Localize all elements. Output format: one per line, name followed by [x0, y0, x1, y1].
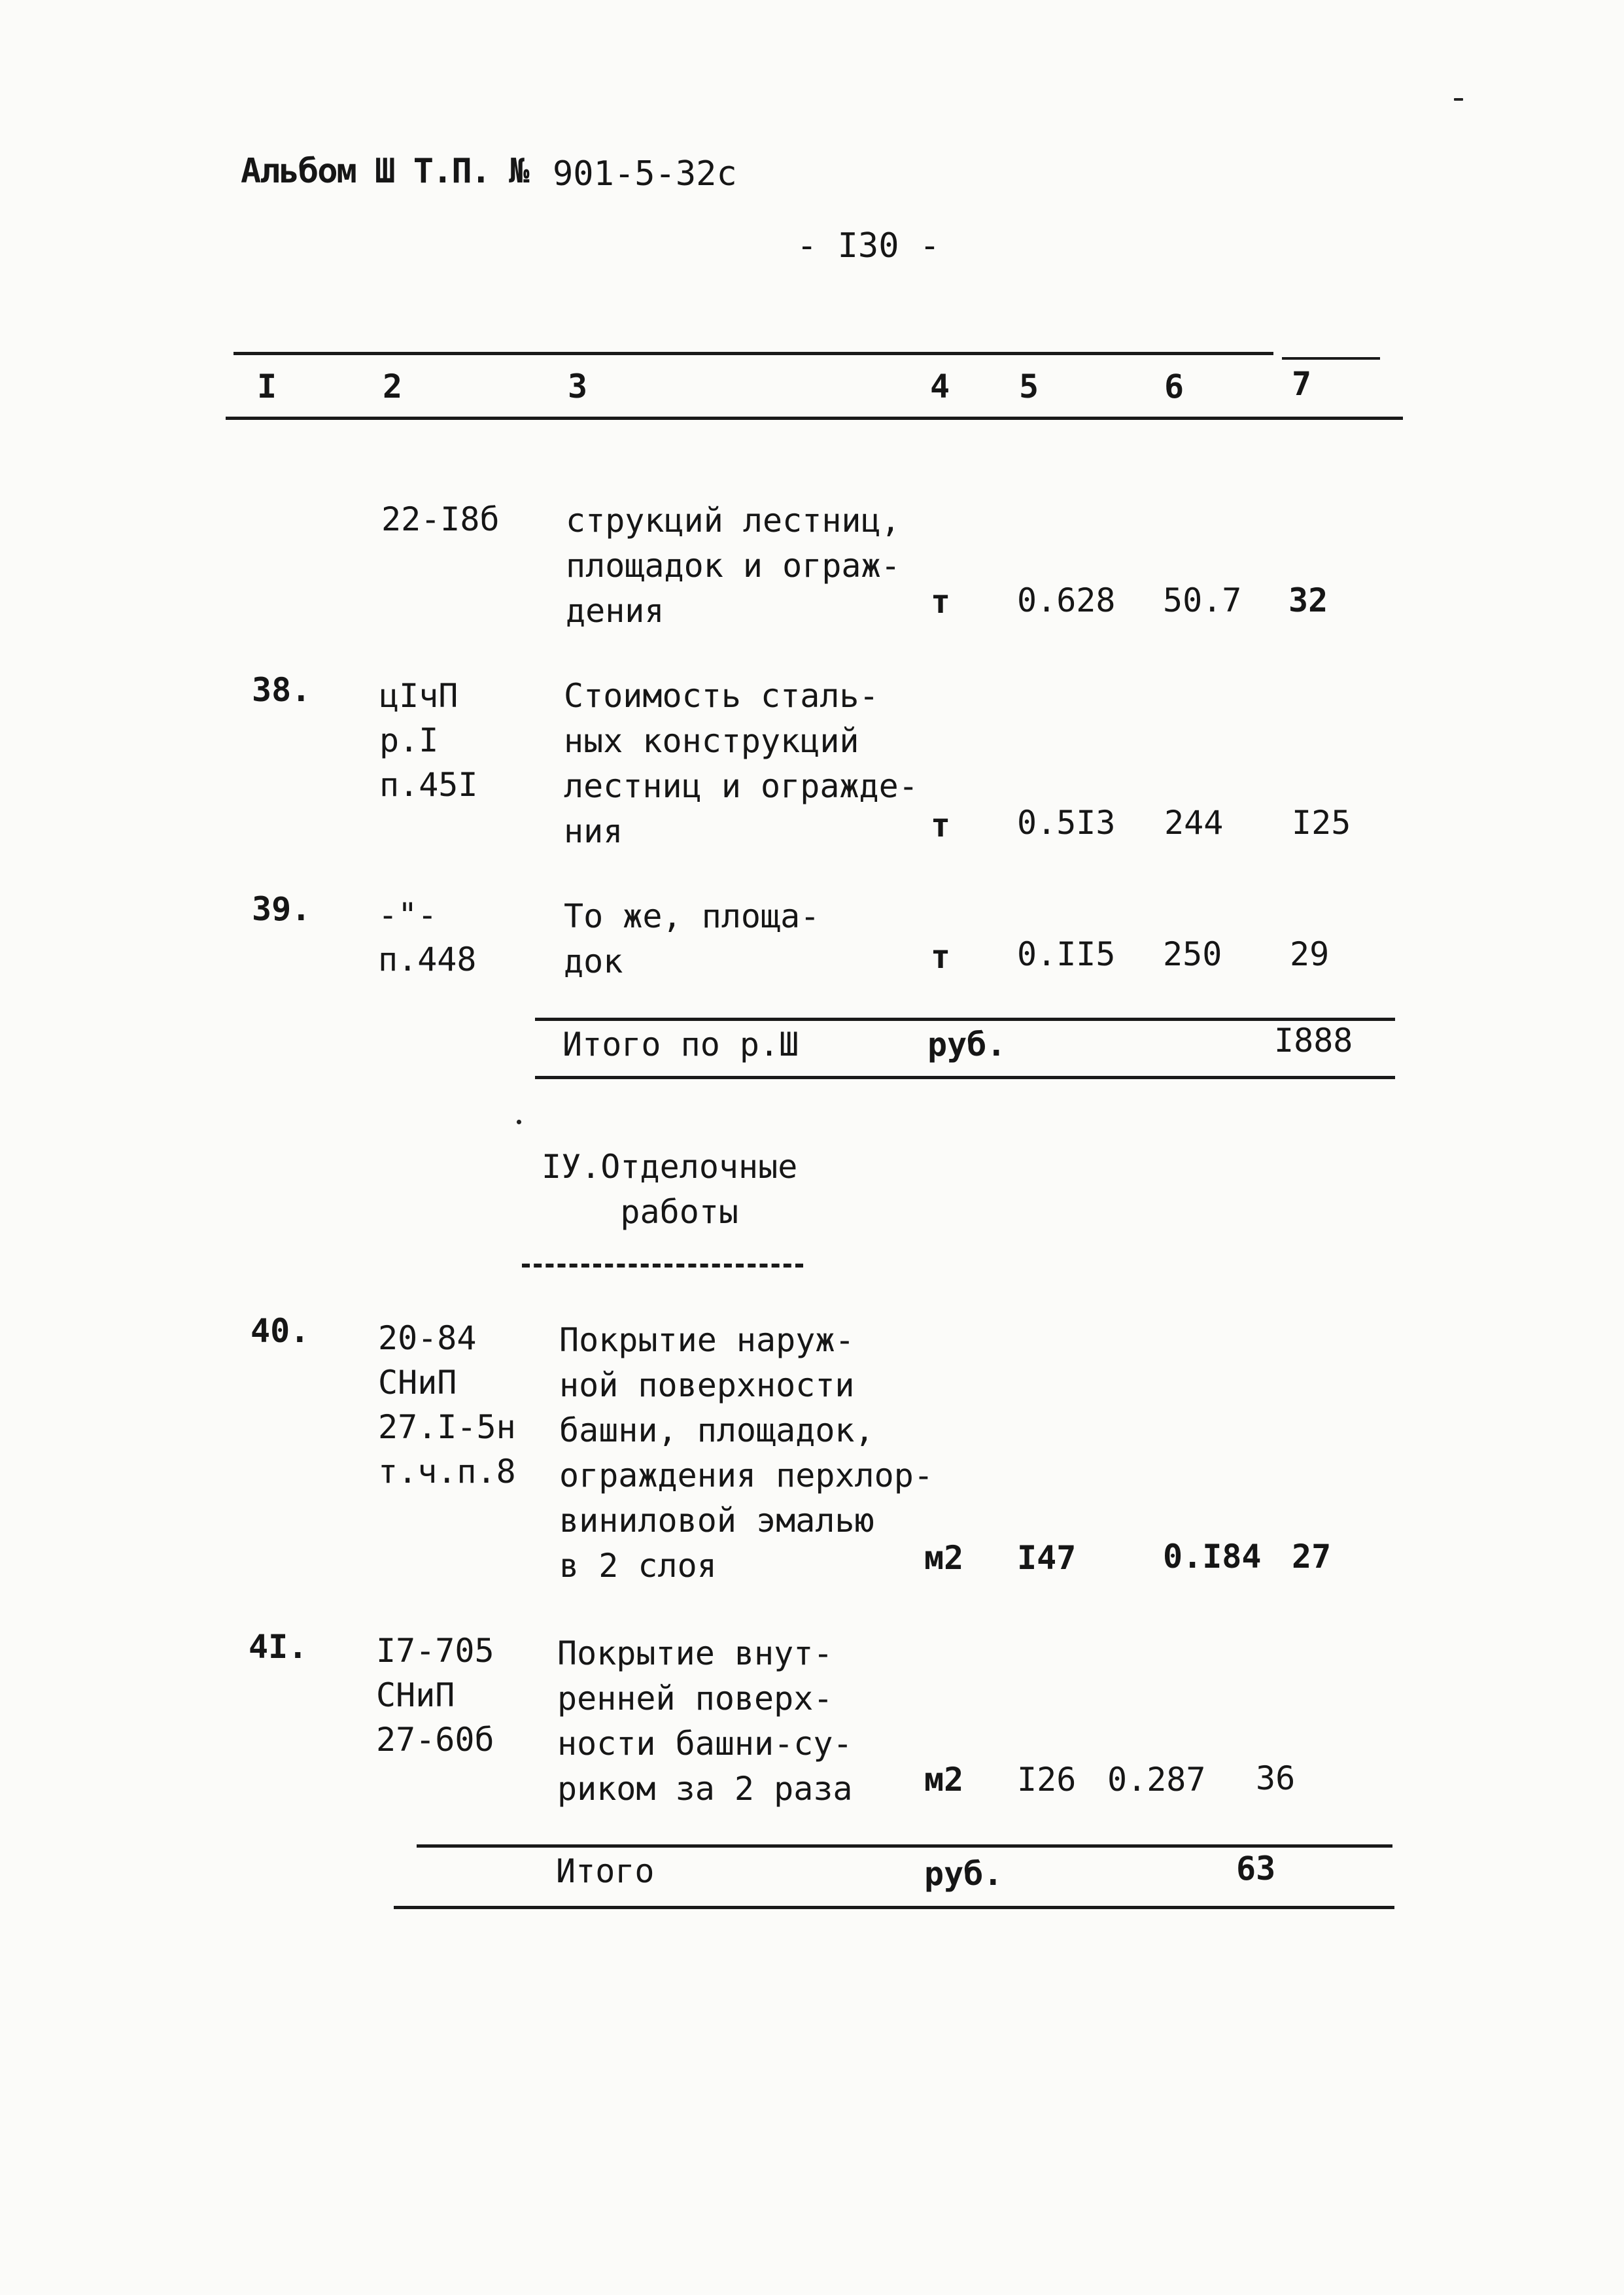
row-total: 29 — [1290, 935, 1330, 973]
header-top-rule — [233, 352, 1273, 355]
row-qty: 0.5I3 — [1017, 804, 1116, 842]
row-price: 0.I84 — [1163, 1538, 1262, 1576]
row-description: То же, площа- док — [564, 897, 820, 980]
subtotal-top-rule — [417, 1844, 1392, 1848]
section-title: IУ.Отделочные работы — [542, 1148, 798, 1231]
row-total: 27 — [1292, 1538, 1332, 1576]
row-code: I7-705 СНиП 27-60б — [376, 1632, 494, 1759]
subtotal-bottom-rule — [535, 1076, 1395, 1079]
row-number: 39. — [252, 890, 311, 928]
album-label: Альбом Ш Т.П. № — [241, 152, 528, 191]
row-price: 0.287 — [1107, 1761, 1206, 1799]
row-number: 40. — [251, 1312, 310, 1350]
row-code: -"- п.448 — [378, 896, 477, 978]
row-code: 20-84 СНиП 27.I-5н т.ч.п.8 — [378, 1319, 516, 1491]
row-unit: т — [931, 938, 951, 976]
scan-speck — [1454, 98, 1463, 101]
section-dashed-rule — [522, 1264, 803, 1268]
subtotal-unit: руб. — [924, 1855, 1003, 1893]
row-number: 4I. — [249, 1628, 308, 1666]
row-number: 38. — [252, 671, 311, 709]
row-qty: 0.628 — [1017, 581, 1116, 619]
row-code: 22-I8б — [381, 500, 500, 538]
row-unit: т — [931, 806, 951, 844]
scan-speck — [517, 1120, 521, 1124]
row-total: I25 — [1292, 804, 1351, 842]
col-header-1: I — [257, 368, 277, 406]
header-bottom-rule — [226, 417, 1403, 420]
subtotal-unit: руб. — [927, 1026, 1007, 1063]
row-qty: I26 — [1017, 1761, 1077, 1799]
col-header-5: 5 — [1019, 368, 1039, 406]
page-number: - I30 - — [797, 226, 941, 266]
row-unit: м2 — [924, 1761, 964, 1799]
subtotal-bottom-rule — [394, 1906, 1394, 1909]
project-number: 901-5-32с — [553, 154, 737, 194]
row-description: струкций лестниц, площадок и ограж- дения — [566, 502, 901, 630]
subtotal-total: 63 — [1236, 1850, 1276, 1888]
col-header-6: 6 — [1164, 368, 1184, 406]
row-qty: 0.II5 — [1017, 935, 1116, 973]
row-description: Покрытие наруж- ной поверхности башни, площадок, ограждения перхлор- виниловой эмалью в 2 слоя — [559, 1321, 933, 1585]
col-header-2: 2 — [383, 368, 403, 406]
header-top-rule-right — [1282, 357, 1380, 360]
col-header-3: 3 — [568, 368, 588, 406]
row-qty: I47 — [1017, 1539, 1077, 1577]
row-total: 36 — [1256, 1759, 1296, 1797]
row-unit: м2 — [924, 1539, 964, 1577]
subtotal-top-rule — [535, 1018, 1395, 1021]
row-unit: т — [931, 583, 951, 621]
subtotal-total: I888 — [1274, 1022, 1353, 1060]
subtotal-label: Итого по р.Ш — [562, 1026, 799, 1063]
row-total: 32 — [1288, 581, 1328, 619]
row-description: Стоимость сталь- ных конструкций лестниц и огражде- ния — [564, 677, 918, 850]
row-code: цIчП р.I п.45I — [379, 677, 478, 804]
subtotal-label: Итого — [556, 1852, 655, 1890]
col-header-7: 7 — [1292, 365, 1312, 403]
row-description: Покрытие внут- ренней поверх- ности башни-су- риком за 2 раза — [557, 1634, 853, 1808]
row-price: 250 — [1163, 935, 1222, 973]
row-price: 244 — [1164, 804, 1224, 842]
col-header-4: 4 — [930, 368, 950, 406]
row-price: 50.7 — [1163, 581, 1242, 619]
